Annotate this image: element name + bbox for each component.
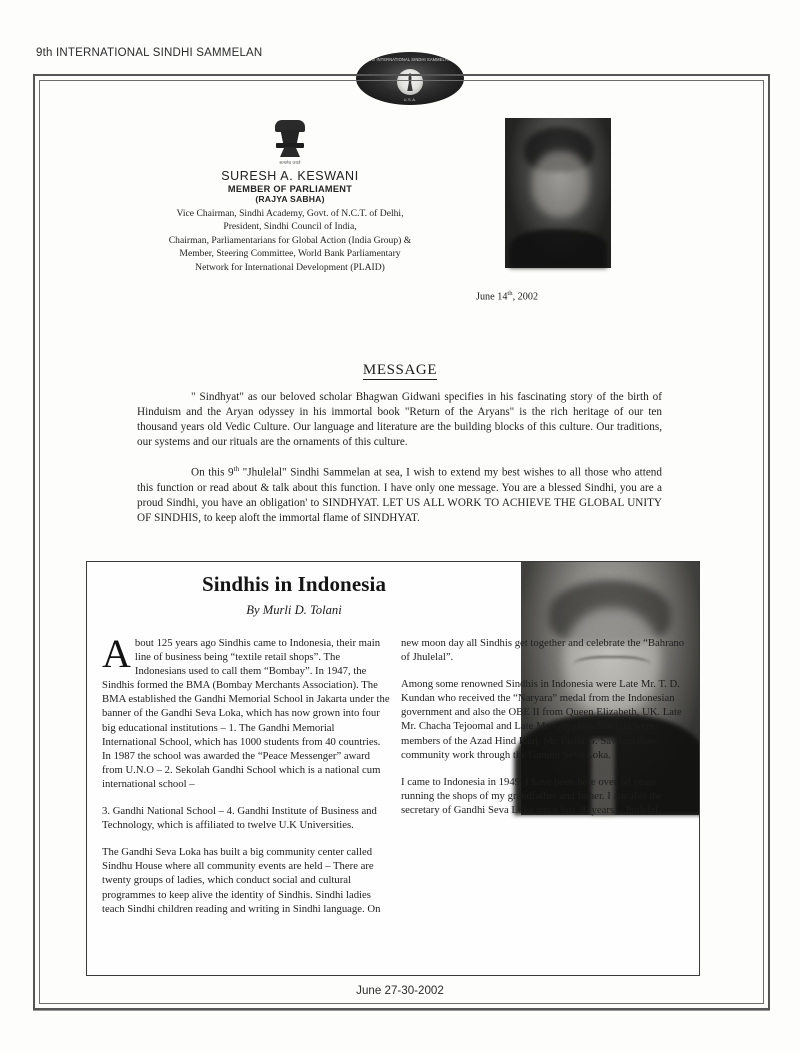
article-paragraph (102, 631, 390, 791)
mp-house: (RAJYA SABHA) (255, 194, 325, 204)
mp-name: SURESH A. KESWANI (221, 169, 359, 183)
message-paragraph: " Sindhyat" as our beloved scholar Bhagwan Gidwani specifies in his fascinating story of the birth of Hinduism and the Aryan odyssey in his immortal book "Return of the Aryans" is the rich heritage of our ten thousand years old Vedic Culture. Our language and literature are the building blocks of this culture. Our traditions, our systems and our rituals are the ornaments of this culture. (137, 391, 662, 449)
sammelan-logo-top-text: 9th INTERNATIONAL SINDHI SAMMELAN (369, 56, 451, 63)
article-dropcap: A (102, 631, 131, 676)
footer-date: June 27-30-2002 (356, 984, 444, 997)
letter-date (476, 290, 538, 302)
article-right-column (401, 636, 686, 817)
running-head: 9th INTERNATIONAL SINDHI SAMMELAN (36, 47, 263, 59)
mp-titles (60, 207, 520, 274)
article-paragraph-text: bout 125 years ago Sindhis came to Indonesia, their main line of business being “textile retail shops”. The Indonesians used to call them “Bombay”. In 1947, the Sindhis formed the BMA (Bombay Merchants Association). The BMA established the Gandhi Memorial School in Jakarta under the banner of the Gandhi Seva Loka, which has now grown into four big educational institutions – 1. The Gandhi Memorial International School, which has 1000 students from 40 countries. In 1987 the school was awarded the “Peace Messenger” award from U.N.O – 2. Sekolah Gandhi School which is a national cum international school – (102, 637, 390, 790)
letterhead-block (60, 118, 520, 274)
letter-date-year: , 2002 (512, 291, 539, 303)
mp-title-line: Member, Steering Committee, World Bank Parliamentary (179, 248, 401, 260)
article-paragraph: 3. Gandhi National School – 4. Gandhi Institute of Business and Technology, which is affiliated to twelve U.K Universities. (102, 805, 377, 832)
letter-date-prefix: June 14 (476, 291, 508, 303)
india-national-emblem-icon (270, 118, 310, 166)
article-title: Sindhis in Indonesia (201, 572, 387, 596)
article-paragraph: I came to Indonesia in 1949. I have been here over 50 years running the shops of my grandfather and father. I am also the secretary of Gandhi Seva Loka since last 30 years – Jhulelal. (401, 775, 663, 816)
letter-date-suffix-sup: th (507, 290, 513, 297)
message-p2-post: "Jhulelal" Sindhi Sammelan at sea, I wish to extend my best wishes to all those who attend this function or read about & talk about this function. I have only one message. You are a blessed Sindhi, you are a proud Sindhi, you have an obligation' to SINDHYAT. LET US ALL WORK TO ACHIEVE THE GLOBAL UNITY OF SINDHIS, to keep aloft the immortal flame of SINDHYAT. (137, 467, 662, 525)
emblem-motto: सत्यमेव जयते (279, 160, 301, 165)
message-body (137, 390, 662, 526)
message-heading: MESSAGE (362, 362, 438, 378)
sammelan-logo-bottom-text: U.S.A. (403, 97, 417, 102)
article-paragraph: Among some renowned Sindhis in Indonesia were Late Mr. T. D. Kundan who received the “Naryara” medal from the Indonesian government and also the OBE II from Queen Elizabeth, UK. Late Mr. Chacha Tejoomal and Late Mr. Gopaldas Sawlani were members of the Azad Hind Fauj. Mr. Pishu G. Sawlani does community work through the Gandhi Seva Loka. (401, 678, 682, 761)
mp-title-line: Chairman, Parliamentarians for Global Action (India Group) & (168, 234, 412, 246)
article-header (101, 572, 487, 618)
mp-title-line: Network for International Development (PLAID) (195, 261, 385, 273)
suresh-keswani-portrait (505, 118, 611, 268)
mp-title-line: Vice Chairman, Sindhi Academy, Govt. of N.C.T. of Delhi, (176, 208, 404, 219)
article-paragraph: The Gandhi Seva Loka has built a big community center called Sindhu House where all community events are held – There are twenty groups of ladies, which conduct social and cultural programmes to keep alive the identity of Sindhis. Sindhi ladies teach Sindhi children reading and writing in Sindhi language. On (102, 846, 381, 915)
mp-role: MEMBER OF PARLIAMENT (227, 184, 353, 194)
message-paragraph (137, 462, 662, 526)
article-left-column (102, 631, 390, 916)
mp-title-line: President, Sindhi Council of India, (223, 221, 357, 233)
article-byline: By Murli D. Tolani (246, 603, 342, 617)
message-p2-sup: th (233, 465, 240, 474)
article-box (86, 561, 700, 976)
message-p2-pre: On this 9 (191, 467, 234, 480)
article-paragraph: new moon day all Sindhis get together and celebrate the “Bahrano of Jhulelal”. (401, 637, 685, 664)
